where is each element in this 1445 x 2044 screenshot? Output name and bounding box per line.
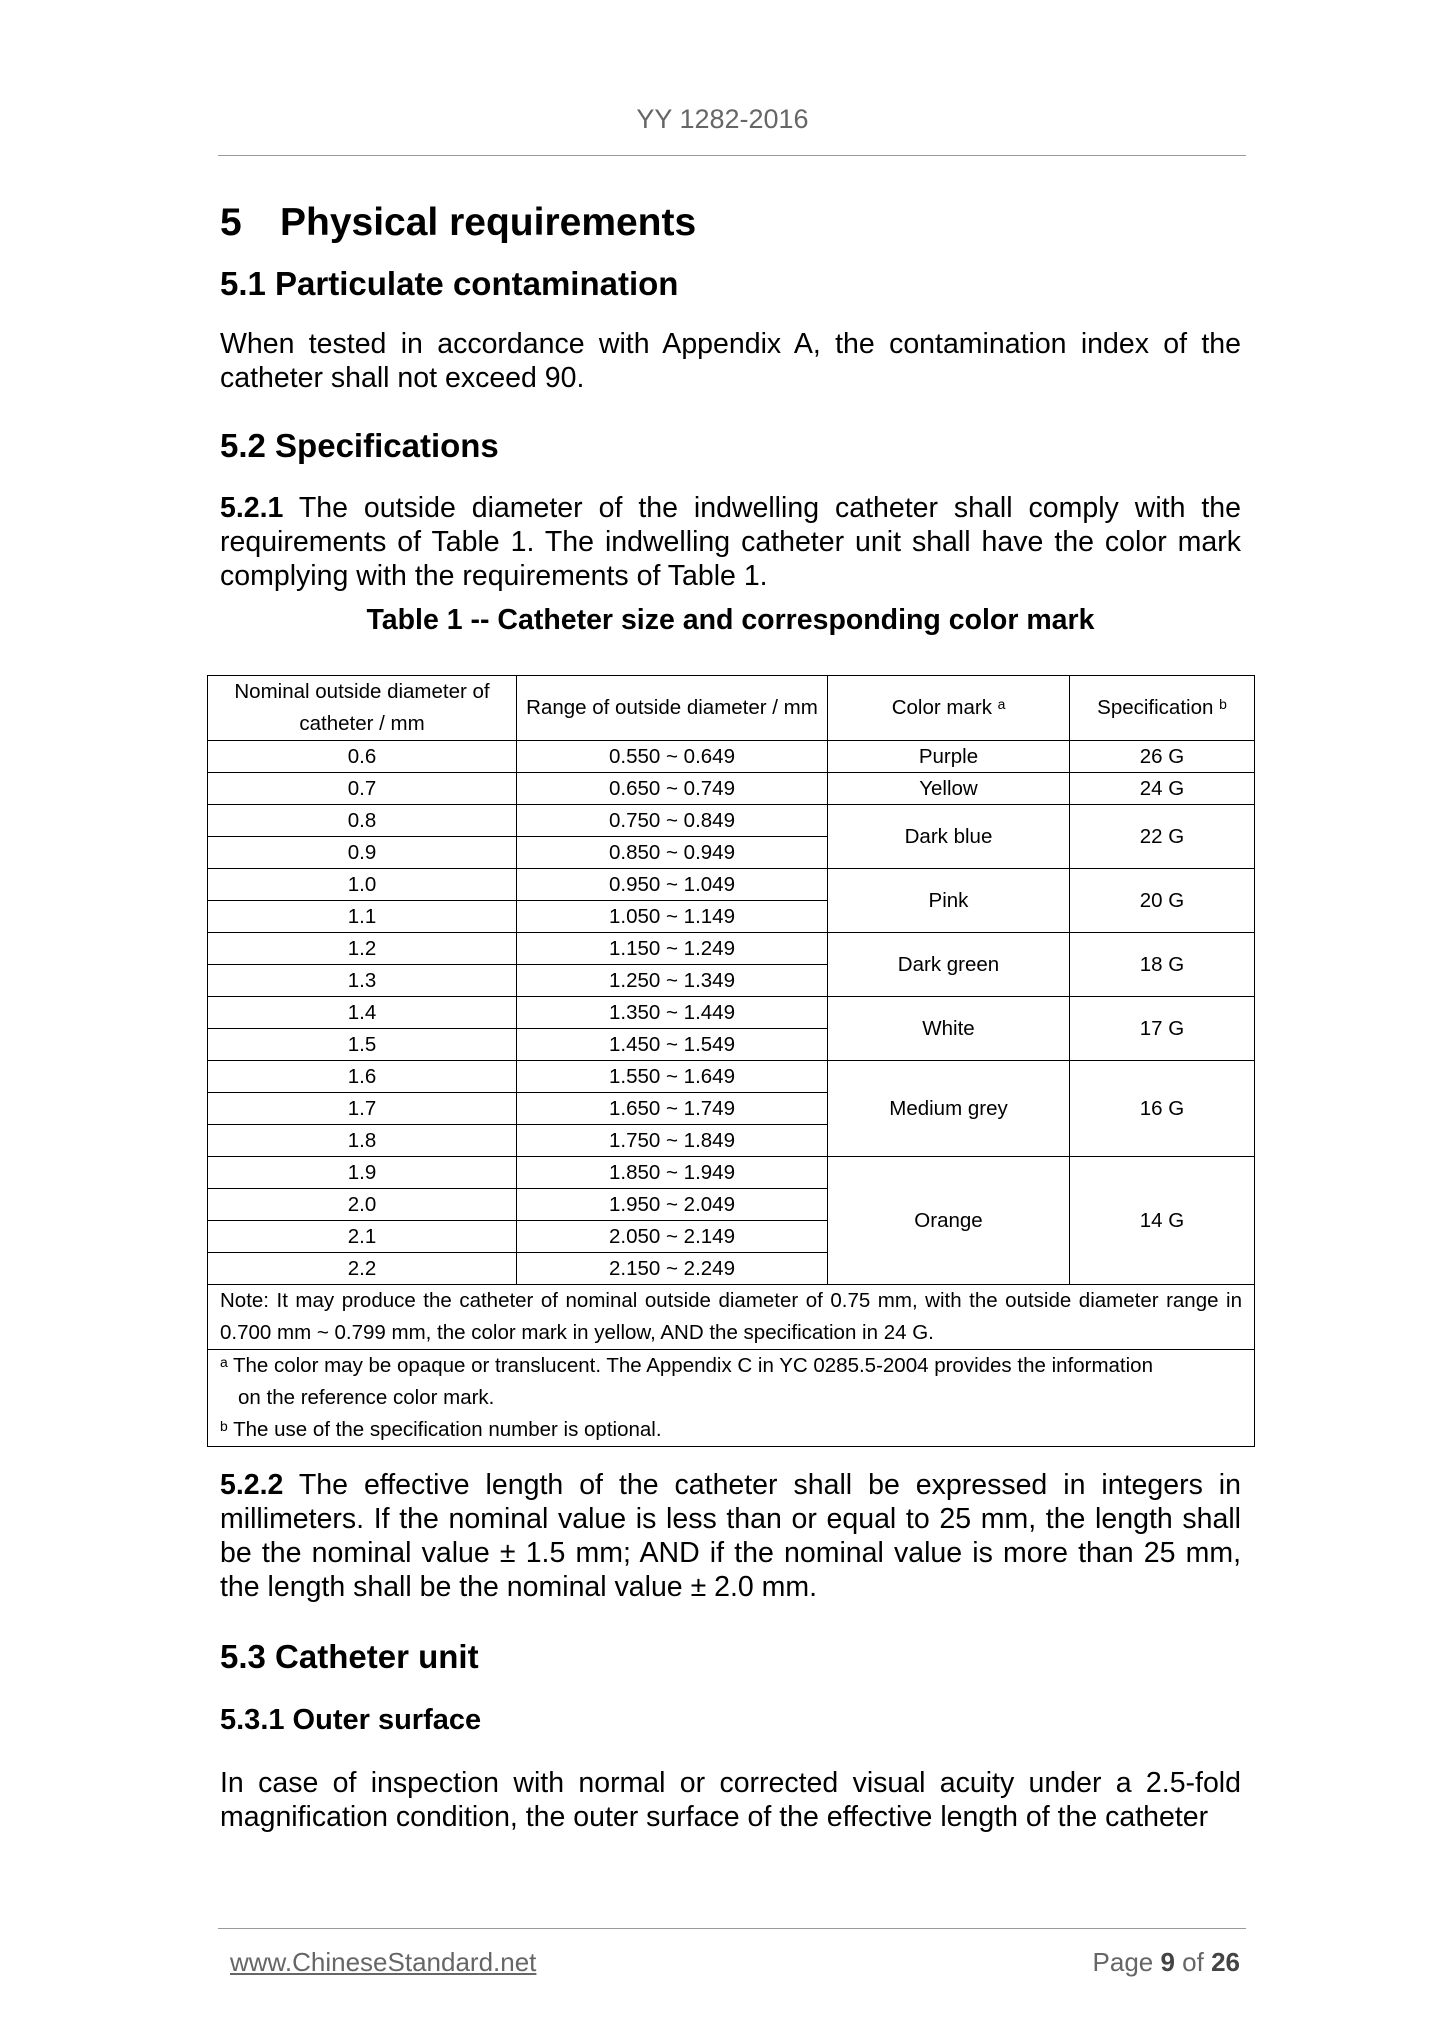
table-row bbox=[208, 741, 1255, 773]
cell-nominal-diameter: 1.8 bbox=[208, 1125, 517, 1157]
cell-diameter-range: 2.150 ~ 2.249 bbox=[517, 1253, 828, 1285]
cell-nominal-diameter: 1.2 bbox=[208, 933, 517, 965]
cell-specification: 24 G bbox=[1070, 773, 1255, 805]
cell-diameter-range: 0.950 ~ 1.049 bbox=[517, 869, 828, 901]
cell-nominal-diameter: 1.1 bbox=[208, 901, 517, 933]
cell-nominal-diameter: 0.9 bbox=[208, 837, 517, 869]
table-footnote-row bbox=[208, 1350, 1255, 1447]
section-5-heading bbox=[220, 195, 1241, 251]
cell-diameter-range: 1.150 ~ 1.249 bbox=[517, 933, 828, 965]
cell-color-mark: Yellow bbox=[828, 773, 1070, 805]
cell-nominal-diameter: 2.0 bbox=[208, 1189, 517, 1221]
section-5-1-heading: 5.1 Particulate contamination bbox=[220, 265, 679, 302]
section-5-2-2-paragraph bbox=[220, 1468, 1241, 1604]
cell-diameter-range: 1.050 ~ 1.149 bbox=[517, 901, 828, 933]
footnote-a-line-2: on the reference color mark. bbox=[238, 1386, 495, 1409]
cell-nominal-diameter: 1.9 bbox=[208, 1157, 517, 1189]
table-row bbox=[208, 773, 1255, 805]
footer-page-number bbox=[1093, 1947, 1240, 1978]
cell-nominal-diameter: 0.6 bbox=[208, 741, 517, 773]
cell-color-mark: Dark green bbox=[828, 933, 1070, 997]
cell-diameter-range: 1.350 ~ 1.449 bbox=[517, 997, 828, 1029]
cell-diameter-range: 1.650 ~ 1.749 bbox=[517, 1093, 828, 1125]
cell-diameter-range: 0.850 ~ 0.949 bbox=[517, 837, 828, 869]
section-5-3-1-heading: 5.3.1 Outer surface bbox=[220, 1704, 482, 1736]
cell-nominal-diameter: 2.1 bbox=[208, 1221, 517, 1253]
cell-specification: 20 G bbox=[1070, 869, 1255, 933]
cell-nominal-diameter: 0.7 bbox=[208, 773, 517, 805]
section-5-number: 5 bbox=[220, 201, 242, 244]
cell-diameter-range: 1.950 ~ 2.049 bbox=[517, 1189, 828, 1221]
section-5-1-text: When tested in accordance with Appendix A, the contamination index of the catheter shall not exceed 90. bbox=[220, 328, 1241, 394]
cell-specification: 17 G bbox=[1070, 997, 1255, 1061]
table-1-wrapper bbox=[207, 675, 1254, 1447]
table-1-body bbox=[208, 676, 1255, 1285]
table-row bbox=[208, 1061, 1255, 1093]
cell-diameter-range: 1.250 ~ 1.349 bbox=[517, 965, 828, 997]
table-row bbox=[208, 997, 1255, 1029]
cell-nominal-diameter: 1.7 bbox=[208, 1093, 517, 1125]
header-diameter-range: Range of outside diameter / mm bbox=[517, 676, 828, 741]
header-color-mark: Color mark ᵃ bbox=[828, 676, 1070, 741]
clause-5-2-1-text: The outside diameter of the indwelling catheter shall comply with the requirements of Table 1. The indwelling catheter unit shall have the color mark complying with the requirements of Table 1. bbox=[220, 492, 1241, 592]
footnote-a-line-1: ᵃ The color may be opaque or translucent. The Appendix C in YC 0285.5-2004 provides the information bbox=[220, 1354, 1153, 1377]
page-of: of bbox=[1174, 1947, 1212, 1977]
cell-specification: 22 G bbox=[1070, 805, 1255, 869]
table-note-row bbox=[208, 1285, 1255, 1350]
cell-color-mark: Medium grey bbox=[828, 1061, 1070, 1157]
header-rule bbox=[218, 155, 1246, 156]
table-row bbox=[208, 933, 1255, 965]
cell-diameter-range: 0.650 ~ 0.749 bbox=[517, 773, 828, 805]
section-5-3-1-text: In case of inspection with normal or corrected visual acuity under a 2.5-fold magnification condition, the outer surface of the effective length of the catheter bbox=[220, 1767, 1241, 1833]
cell-nominal-diameter: 1.4 bbox=[208, 997, 517, 1029]
section-5-2-heading: 5.2 Specifications bbox=[220, 427, 499, 464]
cell-nominal-diameter: 1.6 bbox=[208, 1061, 517, 1093]
page-current: 9 bbox=[1160, 1947, 1175, 1977]
cell-diameter-range: 1.450 ~ 1.549 bbox=[517, 1029, 828, 1061]
table-1 bbox=[207, 675, 1255, 1447]
cell-diameter-range: 2.050 ~ 2.149 bbox=[517, 1221, 828, 1253]
cell-nominal-diameter: 1.3 bbox=[208, 965, 517, 997]
footer-website-link[interactable]: www.ChineseStandard.net bbox=[230, 1947, 537, 1977]
cell-specification: 26 G bbox=[1070, 741, 1255, 773]
cell-diameter-range: 1.750 ~ 1.849 bbox=[517, 1125, 828, 1157]
cell-diameter-range: 1.850 ~ 1.949 bbox=[517, 1157, 828, 1189]
table-row bbox=[208, 1157, 1255, 1189]
page-prefix: Page bbox=[1092, 1947, 1161, 1977]
cell-color-mark: White bbox=[828, 997, 1070, 1061]
header-standard-number: YY 1282-2016 bbox=[636, 104, 809, 134]
cell-color-mark: Orange bbox=[828, 1157, 1070, 1285]
cell-diameter-range: 0.750 ~ 0.849 bbox=[517, 805, 828, 837]
page-total: 26 bbox=[1211, 1947, 1240, 1977]
cell-nominal-diameter: 2.2 bbox=[208, 1253, 517, 1285]
table-1-notes bbox=[208, 1285, 1255, 1447]
footer-rule bbox=[218, 1928, 1246, 1929]
table-row bbox=[208, 805, 1255, 837]
clause-5-2-2-number: 5.2.2 bbox=[220, 1469, 284, 1501]
footnote-b: ᵇ The use of the specification number is optional. bbox=[220, 1418, 662, 1441]
cell-nominal-diameter: 1.0 bbox=[208, 869, 517, 901]
section-5-2-1-paragraph bbox=[220, 491, 1241, 593]
header-specification: Specification ᵇ bbox=[1070, 676, 1255, 741]
table-note: Note: It may produce the catheter of nominal outside diameter of 0.75 mm, with the outside diameter range in 0.700 mm ~ 0.799 mm, the color mark in yellow, AND the specification in 24 G. bbox=[220, 1289, 1242, 1344]
cell-color-mark: Dark blue bbox=[828, 805, 1070, 869]
table-1-title: Table 1 -- Catheter size and corresponding color mark bbox=[366, 604, 1095, 636]
page-content bbox=[220, 195, 1241, 637]
cell-diameter-range: 0.550 ~ 0.649 bbox=[517, 741, 828, 773]
cell-diameter-range: 1.550 ~ 1.649 bbox=[517, 1061, 828, 1093]
clause-5-2-2-text: The effective length of the catheter shall be expressed in integers in millimeters. If the nominal value is less than or equal to 25 mm, the length shall be the nominal value ± 1.5 mm; AND if the nominal value is more than 25 mm, the length shall be the nominal value ± 2.0 mm. bbox=[220, 1469, 1241, 1603]
table-row bbox=[208, 869, 1255, 901]
cell-nominal-diameter: 1.5 bbox=[208, 1029, 517, 1061]
cell-specification: 16 G bbox=[1070, 1061, 1255, 1157]
cell-nominal-diameter: 0.8 bbox=[208, 805, 517, 837]
cell-color-mark: Pink bbox=[828, 869, 1070, 933]
section-5-title: Physical requirements bbox=[280, 201, 697, 244]
cell-specification: 14 G bbox=[1070, 1157, 1255, 1285]
cell-color-mark: Purple bbox=[828, 741, 1070, 773]
cell-specification: 18 G bbox=[1070, 933, 1255, 997]
page-content-lower bbox=[220, 1468, 1241, 1834]
section-5-3-heading: 5.3 Catheter unit bbox=[220, 1638, 479, 1675]
header-nominal-diameter: Nominal outside diameter of catheter / mm bbox=[208, 676, 517, 741]
table-header-row bbox=[208, 676, 1255, 741]
clause-5-2-1-number: 5.2.1 bbox=[220, 492, 284, 524]
